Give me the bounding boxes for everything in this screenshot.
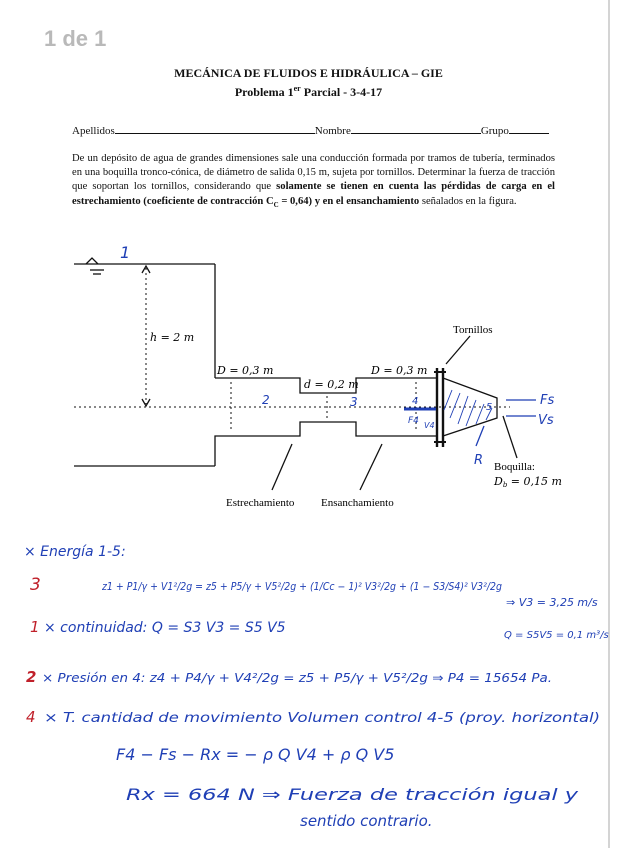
- boquilla-pointer: [503, 416, 517, 458]
- point-3: 3: [350, 395, 358, 409]
- statement-bold1-sub: C: [273, 200, 279, 209]
- diagram: [74, 258, 517, 490]
- r-arrow: [476, 426, 484, 446]
- v4-label: V4: [424, 421, 435, 430]
- rx-result-line2: sentido contrario.: [300, 812, 433, 830]
- apellidos-label: Apellidos: [72, 125, 115, 137]
- energia-equation: z1 + P1/γ + V1²/2g = z5 + P5/γ + V5²/2g + (1/Cc − 1)² V3²/2g + (1 − S3/S4)² V3²/2g: [101, 582, 503, 593]
- handwritten-solution: [24, 544, 609, 830]
- statement-p2: señalados en la figura.: [419, 195, 517, 207]
- subtitle-suffix: Parcial - 3-4-17: [300, 85, 383, 99]
- vs-label: Vs: [538, 413, 554, 428]
- diagram-annotations: [120, 243, 554, 468]
- momentum-equation: F4 − Fs − Rx = − ρ Q V4 + ρ Q V5: [116, 745, 395, 764]
- point-1: 1: [120, 243, 131, 262]
- document-title: MECÁNICA DE FLUIDOS E HIDRÁULICA – GIE: [174, 66, 443, 80]
- rx-result: Rx = 664 N ⇒ Fuerza de tracción igual y: [126, 785, 579, 804]
- estrechamiento-pointer: [272, 444, 292, 490]
- point-5: 5: [486, 402, 493, 413]
- d2-label: D = 0,3 m: [371, 364, 428, 377]
- continuidad: × continuidad: Q = S3 V3 = S5 V5: [44, 620, 286, 636]
- ensanchamiento-label: Ensanchamiento: [321, 497, 394, 509]
- d-label: d = 0,2 m: [304, 378, 359, 391]
- ensanchamiento-pointer: [360, 444, 382, 490]
- nombre-label: Nombre: [314, 125, 351, 137]
- grupo-label: Grupo: [480, 125, 509, 137]
- subtitle-prefix: Problema 1: [234, 85, 294, 99]
- score-1: 1: [30, 618, 40, 636]
- statement-p1: De un depósito de agua de grandes dimensiones sale una conducción formada por tramos de tubería, terminados en una boquilla tronco-cónica, de diámetro de salida 0,15 m, sujeta por tornillos. Determinar la fuerza de tracción que soportan los tornillos, considerando que: [72, 153, 555, 193]
- f4-label: F4: [408, 416, 419, 426]
- energia-title: × Energía 1-5:: [24, 544, 126, 560]
- h-label: h = 2 m: [150, 331, 195, 344]
- score-2: 2: [26, 668, 37, 686]
- tornillos-label: Tornillos: [453, 324, 493, 336]
- q-result: Q = S5V5 = 0,1 m³/s: [504, 630, 609, 641]
- r-label: R: [474, 453, 484, 468]
- estrechamiento-label: Estrechamiento: [226, 497, 295, 509]
- pipe-bottom-outline: [215, 422, 437, 466]
- d1-label: D = 0,3 m: [217, 364, 274, 377]
- statement-bold1: solamente se tienen en cuenta las pérdidas de carga en el estrechamiento (coeficiente de contracción C: [72, 181, 555, 207]
- point-2: 2: [262, 393, 270, 407]
- subtitle-sup: er: [293, 84, 301, 93]
- cantidad-movimiento: × T. cantidad de movimiento Volumen control 4-5 (proy. horizontal): [44, 711, 600, 726]
- boquilla-label: Boquilla:: [494, 461, 535, 473]
- boquilla-diameter: Db = 0,15 m: [494, 475, 562, 489]
- score-3: 3: [30, 575, 41, 595]
- tornillos-pointer: [446, 336, 470, 364]
- page-counter: 1 de 1: [44, 26, 107, 51]
- statement-bold2: = 0,64) y en el ensanchamiento: [278, 195, 420, 207]
- score-4: 4: [26, 708, 36, 726]
- point-4: 4: [412, 396, 419, 407]
- v3-result: ⇒ V3 = 3,25 m/s: [506, 596, 598, 609]
- control-volume-hatch: [444, 390, 492, 426]
- fs-label: Fs: [540, 393, 555, 408]
- water-level-triangle: [86, 258, 98, 264]
- presion-equation: × Presión en 4: z4 + P4/γ + V4²/2g = z5 + P5/γ + V5²/2g ⇒ P4 = 15654 Pa.: [42, 670, 552, 685]
